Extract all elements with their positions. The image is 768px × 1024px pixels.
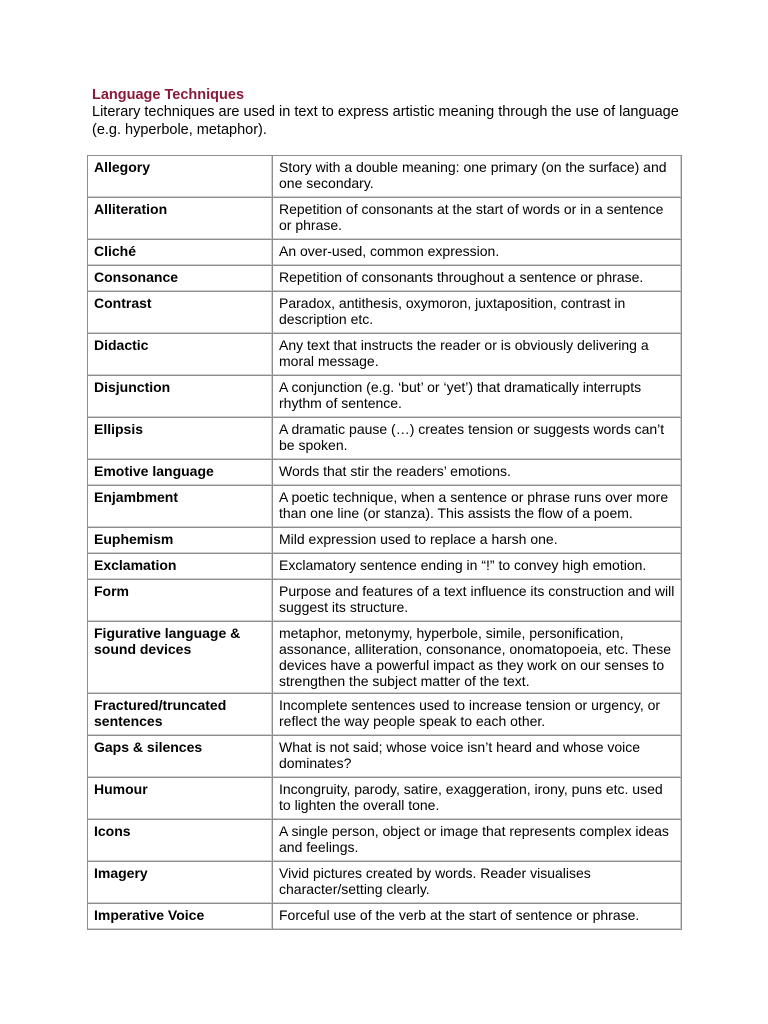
definition-cell: An over-used, common expression.: [273, 240, 682, 266]
term-cell: Euphemism: [88, 528, 273, 554]
table-row: [88, 528, 682, 554]
table-row: [88, 156, 682, 198]
definition-cell: Repetition of consonants at the start of words or in a sentence or phrase.: [273, 198, 682, 240]
definition-cell: A dramatic pause (…) creates tension or suggests words can’t be spoken.: [273, 418, 682, 460]
term-cell: Didactic: [88, 334, 273, 376]
table-row: [88, 778, 682, 820]
term-cell: Figurative language & sound devices: [88, 622, 273, 694]
table-row: [88, 460, 682, 486]
table-row: [88, 334, 682, 376]
term-cell: Emotive language: [88, 460, 273, 486]
term-cell: Gaps & silences: [88, 736, 273, 778]
term-cell: Contrast: [88, 292, 273, 334]
term-cell: Disjunction: [88, 376, 273, 418]
term-cell: Ellipsis: [88, 418, 273, 460]
term-cell: Fractured/truncated sentences: [88, 694, 273, 736]
term-cell: Exclamation: [88, 554, 273, 580]
term-cell: Enjambment: [88, 486, 273, 528]
definition-cell: Incomplete sentences used to increase tension or urgency, or reflect the way people speak to each other.: [273, 694, 682, 736]
definition-cell: metaphor, metonymy, hyperbole, simile, personification, assonance, alliteration, consonance, onomatopoeia, etc. These devices have a powerful impact as they work on our senses to strengthen the subject matter of the text.: [273, 622, 682, 694]
table-row: [88, 266, 682, 292]
table-row: [88, 376, 682, 418]
definition-cell: Purpose and features of a text influence its construction and will suggest its structure.: [273, 580, 682, 622]
table-row: [88, 736, 682, 778]
term-cell: Cliché: [88, 240, 273, 266]
table-row: [88, 292, 682, 334]
table-row: [88, 198, 682, 240]
table-row: [88, 820, 682, 862]
table-row: [88, 418, 682, 460]
definition-cell: A single person, object or image that represents complex ideas and feelings.: [273, 820, 682, 862]
definition-cell: Words that stir the readers’ emotions.: [273, 460, 682, 486]
term-cell: Imperative Voice: [88, 904, 273, 930]
table-row: [88, 240, 682, 266]
techniques-table: [87, 155, 682, 930]
techniques-table-body: [88, 156, 682, 930]
definition-cell: A poetic technique, when a sentence or phrase runs over more than one line (or stanza). This assists the flow of a poem.: [273, 486, 682, 528]
term-cell: Humour: [88, 778, 273, 820]
page-title: Language Techniques: [92, 87, 245, 103]
term-cell: Icons: [88, 820, 273, 862]
definition-cell: Vivid pictures created by words. Reader visualises character/setting clearly.: [273, 862, 682, 904]
definition-cell: Any text that instructs the reader or is obviously delivering a moral message.: [273, 334, 682, 376]
definition-cell: Exclamatory sentence ending in “!” to convey high emotion.: [273, 554, 682, 580]
term-cell: Alliteration: [88, 198, 273, 240]
definition-cell: Forceful use of the verb at the start of sentence or phrase.: [273, 904, 682, 930]
definition-cell: Paradox, antithesis, oxymoron, juxtaposition, contrast in description etc.: [273, 292, 682, 334]
definition-cell: Story with a double meaning: one primary (on the surface) and one secondary.: [273, 156, 682, 198]
table-row: [88, 580, 682, 622]
term-cell: Consonance: [88, 266, 273, 292]
table-row: [88, 904, 682, 930]
definition-cell: A conjunction (e.g. ‘but’ or ‘yet’) that dramatically interrupts rhythm of sentence.: [273, 376, 682, 418]
term-cell: Imagery: [88, 862, 273, 904]
table-row: [88, 694, 682, 736]
table-row: [88, 622, 682, 694]
table-row: [88, 554, 682, 580]
term-cell: Form: [88, 580, 273, 622]
intro-paragraph: Literary techniques are used in text to express artistic meaning through the use of language (e.g. hyperbole, metaphor).: [92, 104, 679, 138]
table-row: [88, 486, 682, 528]
definition-cell: Mild expression used to replace a harsh one.: [273, 528, 682, 554]
term-cell: Allegory: [88, 156, 273, 198]
definition-cell: Incongruity, parody, satire, exaggeration, irony, puns etc. used to lighten the overall tone.: [273, 778, 682, 820]
definition-cell: What is not said; whose voice isn’t heard and whose voice dominates?: [273, 736, 682, 778]
definition-cell: Repetition of consonants throughout a sentence or phrase.: [273, 266, 682, 292]
table-row: [88, 862, 682, 904]
